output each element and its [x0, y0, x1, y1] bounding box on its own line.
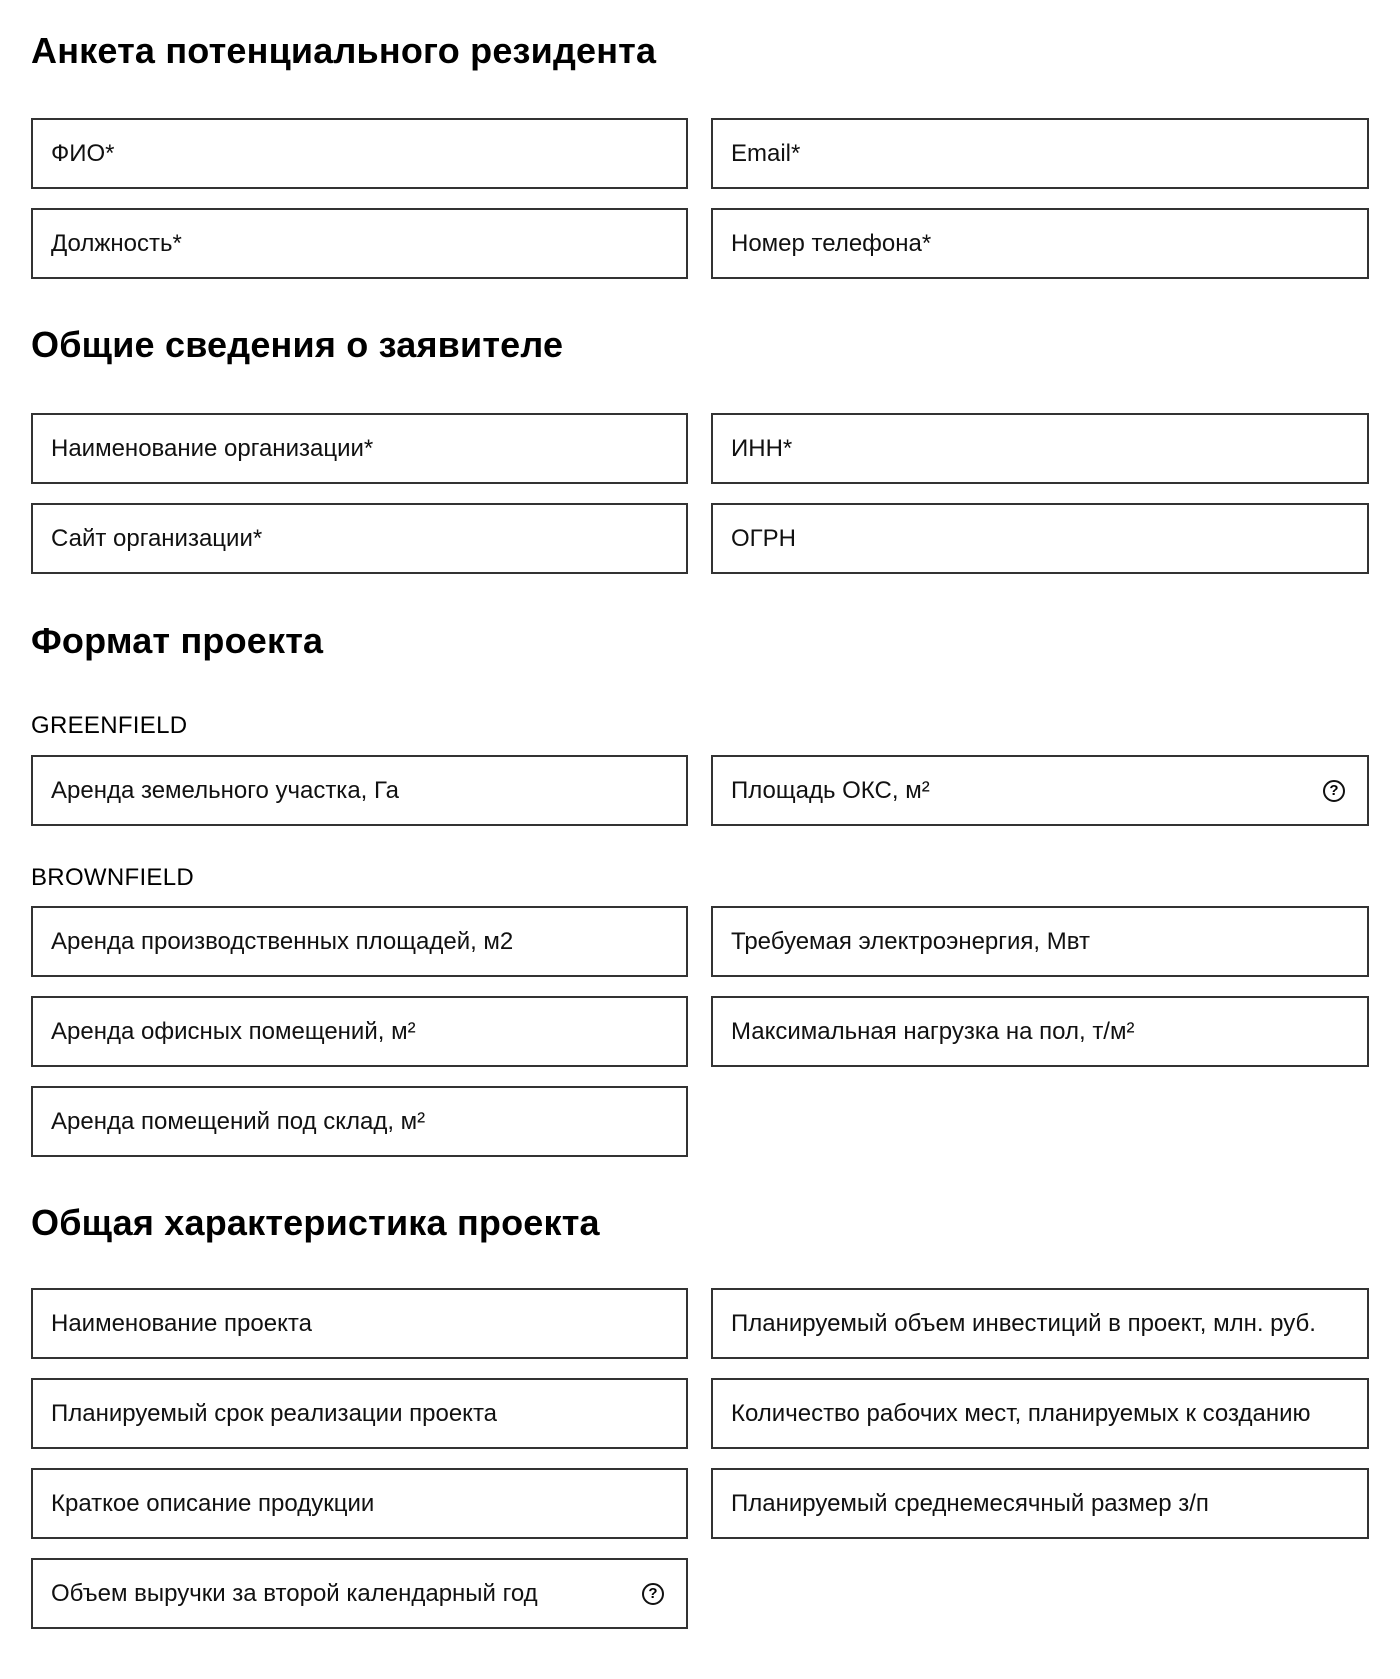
- greenfield-fields: [31, 755, 1369, 826]
- section-heading-applicant: Общие сведения о заявителе: [31, 324, 564, 365]
- field-label: Планируемый среднемесячный размер з/п: [731, 1489, 1209, 1517]
- email-field[interactable]: [711, 118, 1369, 189]
- applicant-fields: [31, 413, 1369, 574]
- average-salary-field[interactable]: [711, 1468, 1369, 1539]
- field-label: Планируемый объем инвестиций в проект, млн. руб.: [731, 1309, 1316, 1337]
- contact-fields: [31, 118, 1369, 279]
- field-label: Должность*: [51, 229, 182, 257]
- field-label: ФИО*: [51, 139, 115, 167]
- phone-field[interactable]: [711, 208, 1369, 279]
- max-floor-load-field[interactable]: [711, 996, 1369, 1067]
- field-label: ОГРН: [731, 524, 797, 552]
- field-label: Наименование проекта: [51, 1309, 312, 1337]
- land-lease-field[interactable]: [31, 755, 688, 826]
- position-field[interactable]: [31, 208, 688, 279]
- field-label: Аренда производственных площадей, м2: [51, 927, 514, 955]
- greenfield-label: GREENFIELD: [31, 712, 188, 739]
- field-label: Аренда офисных помещений, м²: [51, 1017, 416, 1045]
- field-label: Email*: [731, 139, 801, 167]
- field-label: Сайт организации*: [51, 524, 263, 552]
- field-label: ИНН*: [731, 434, 793, 462]
- required-power-field[interactable]: [711, 906, 1369, 977]
- field-label: Площадь ОКС, м²: [731, 776, 930, 804]
- field-label: Краткое описание продукции: [51, 1489, 375, 1517]
- field-label: Максимальная нагрузка на пол, т/м²: [731, 1017, 1135, 1045]
- project-name-field[interactable]: [31, 1288, 688, 1359]
- second-year-revenue-field[interactable]: [31, 1558, 688, 1629]
- jobs-count-field[interactable]: [711, 1378, 1369, 1449]
- investment-volume-field[interactable]: [711, 1288, 1369, 1359]
- field-label: Аренда земельного участка, Га: [51, 776, 400, 804]
- brownfield-label: BROWNFIELD: [31, 864, 195, 891]
- office-lease-field[interactable]: [31, 996, 688, 1067]
- field-label: Наименование организации*: [51, 434, 374, 462]
- question-circle-icon[interactable]: ?: [642, 1583, 664, 1605]
- field-label: Аренда помещений под склад, м²: [51, 1107, 426, 1135]
- page-title: Анкета потенциального резидента: [31, 30, 657, 71]
- ogrn-field[interactable]: [711, 503, 1369, 574]
- field-label: Планируемый срок реализации проекта: [51, 1399, 498, 1427]
- organization-website-field[interactable]: [31, 503, 688, 574]
- product-description-field[interactable]: [31, 1468, 688, 1539]
- field-label: Количество рабочих мест, планируемых к созданию: [731, 1399, 1311, 1427]
- brownfield-fields: [31, 906, 1369, 1157]
- field-label: Номер телефона*: [731, 229, 932, 257]
- warehouse-lease-field[interactable]: [31, 1086, 688, 1157]
- oks-area-field[interactable]: [711, 755, 1369, 826]
- field-label: Объем выручки за второй календарный год: [51, 1579, 538, 1607]
- full-name-field[interactable]: [31, 118, 688, 189]
- organization-name-field[interactable]: [31, 413, 688, 484]
- production-space-lease-field[interactable]: [31, 906, 688, 977]
- section-heading-project: Общая характеристика проекта: [31, 1202, 600, 1243]
- field-label: Требуемая электроэнергия, Мвт: [731, 927, 1090, 955]
- implementation-period-field[interactable]: [31, 1378, 688, 1449]
- inn-field[interactable]: [711, 413, 1369, 484]
- project-fields: [31, 1288, 1369, 1629]
- question-circle-icon[interactable]: ?: [1323, 780, 1345, 802]
- section-heading-format: Формат проекта: [31, 620, 324, 661]
